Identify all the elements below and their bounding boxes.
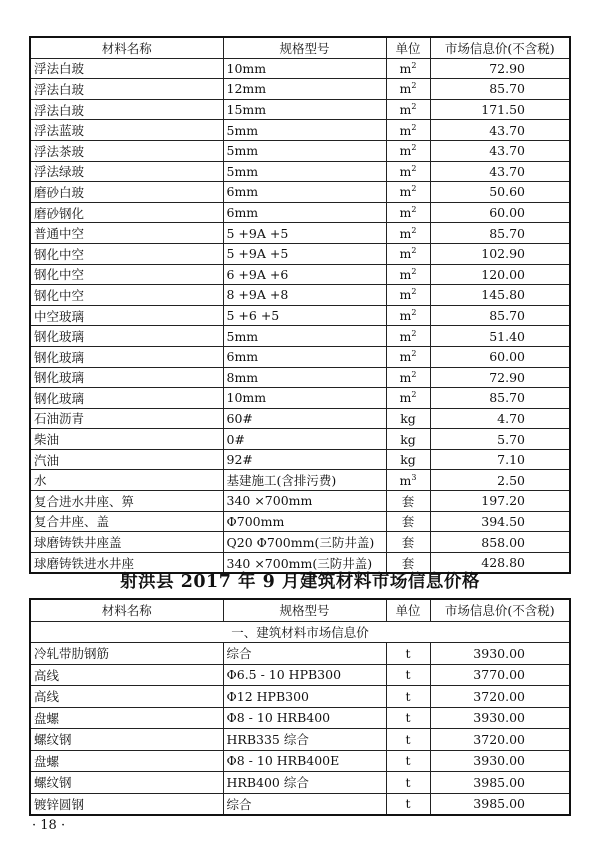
material-name-cell: 磨砂白玻 xyxy=(30,182,223,203)
header-price: 市场信息价(不含税) xyxy=(430,37,570,58)
unit-text: m xyxy=(399,163,412,179)
unit-text: 套 xyxy=(401,535,415,551)
spec-cell: 5mm xyxy=(223,120,386,141)
table-row xyxy=(30,532,570,553)
material-name-cell: 普通中空 xyxy=(30,223,223,244)
unit-cell xyxy=(386,429,430,450)
unit-text: m xyxy=(399,308,412,324)
spec-cell: 6 +9A +6 xyxy=(223,264,386,285)
unit-cell xyxy=(386,643,430,665)
unit-text: m xyxy=(399,81,412,97)
price-cell: 85.70 xyxy=(430,305,570,326)
unit-cell xyxy=(386,346,430,367)
material-name-cell: 球磨铸铁进水井座 xyxy=(30,552,223,573)
table-header-row xyxy=(30,599,570,621)
spec-cell: 8 +9A +8 xyxy=(223,285,386,306)
table-row xyxy=(30,793,570,815)
unit-text: m xyxy=(399,143,412,159)
price-cell: 2.50 xyxy=(430,470,570,491)
header-spec: 规格型号 xyxy=(223,37,386,58)
spec-cell: 5mm xyxy=(223,161,386,182)
table-row xyxy=(30,388,570,409)
unit-exponent: 2 xyxy=(411,390,417,400)
table-row xyxy=(30,729,570,751)
spec-cell: HRB335 综合 xyxy=(223,729,386,751)
unit-cell xyxy=(386,58,430,79)
spec-cell: Φ6.5 - 10 HPB300 xyxy=(223,664,386,686)
unit-text: t xyxy=(405,774,411,790)
unit-text: m xyxy=(399,328,412,344)
material-name-cell: 浮法茶玻 xyxy=(30,140,223,161)
unit-text: m xyxy=(399,472,412,488)
material-name-cell: 复合进水井座、箅 xyxy=(30,491,223,512)
spec-cell: 0# xyxy=(223,429,386,450)
material-name-cell: 水 xyxy=(30,470,223,491)
unit-exponent: 2 xyxy=(411,81,417,91)
table-row xyxy=(30,707,570,729)
unit-cell xyxy=(386,532,430,553)
spec-cell: Φ8 - 10 HRB400 xyxy=(223,707,386,729)
steel-price-table xyxy=(29,598,571,816)
material-name-cell: 高线 xyxy=(30,686,223,708)
table-row xyxy=(30,367,570,388)
table-row xyxy=(30,408,570,429)
header-unit: 单位 xyxy=(386,599,430,621)
spec-cell: HRB400 综合 xyxy=(223,772,386,794)
table-row xyxy=(30,470,570,491)
price-cell: 51.40 xyxy=(430,326,570,347)
price-cell: 50.60 xyxy=(430,182,570,203)
table-row xyxy=(30,285,570,306)
material-name-cell: 球磨铸铁井座盖 xyxy=(30,532,223,553)
unit-text: t xyxy=(405,796,411,812)
unit-cell xyxy=(386,793,430,815)
price-cell: 5.70 xyxy=(430,429,570,450)
unit-exponent: 2 xyxy=(411,122,417,132)
spec-cell: 综合 xyxy=(223,793,386,815)
unit-text: t xyxy=(405,753,411,769)
material-name-cell: 钢化玻璃 xyxy=(30,367,223,388)
price-cell: 72.90 xyxy=(430,367,570,388)
material-name-cell: 浮法蓝玻 xyxy=(30,120,223,141)
unit-text: 套 xyxy=(401,493,415,509)
spec-cell: Q20 Φ700mm(三防井盖) xyxy=(223,532,386,553)
table-row xyxy=(30,99,570,120)
table-header-row xyxy=(30,37,570,58)
spec-cell: 92# xyxy=(223,449,386,470)
material-name-cell: 复合井座、盖 xyxy=(30,511,223,532)
material-name-cell: 磨砂钢化 xyxy=(30,202,223,223)
price-cell: 60.00 xyxy=(430,202,570,223)
unit-exponent: 2 xyxy=(411,349,417,359)
material-name-cell: 石油沥青 xyxy=(30,408,223,429)
price-cell: 145.80 xyxy=(430,285,570,306)
unit-text: m xyxy=(399,287,412,303)
price-cell: 3985.00 xyxy=(430,772,570,794)
unit-text: m xyxy=(399,60,412,76)
material-name-cell: 螺纹钢 xyxy=(30,772,223,794)
unit-exponent: 2 xyxy=(411,102,417,112)
spec-cell: 340 ×700mm xyxy=(223,491,386,512)
material-name-cell: 中空玻璃 xyxy=(30,305,223,326)
unit-cell xyxy=(386,223,430,244)
unit-cell xyxy=(386,305,430,326)
spec-cell: 综合 xyxy=(223,643,386,665)
unit-text: t xyxy=(405,731,411,747)
unit-cell xyxy=(386,449,430,470)
material-name-cell: 柴油 xyxy=(30,429,223,450)
spec-cell: 60# xyxy=(223,408,386,429)
unit-exponent: 3 xyxy=(411,472,417,482)
unit-cell xyxy=(386,729,430,751)
spec-cell: 6mm xyxy=(223,182,386,203)
table-row xyxy=(30,58,570,79)
price-cell: 43.70 xyxy=(430,120,570,141)
unit-cell xyxy=(386,140,430,161)
spec-cell: 6mm xyxy=(223,346,386,367)
table-row xyxy=(30,491,570,512)
table-row xyxy=(30,182,570,203)
unit-text: t xyxy=(405,645,411,661)
unit-exponent: 2 xyxy=(411,225,417,235)
material-name-cell: 钢化玻璃 xyxy=(30,346,223,367)
unit-text: kg xyxy=(400,410,416,426)
unit-cell xyxy=(386,686,430,708)
material-name-cell: 螺纹钢 xyxy=(30,729,223,751)
unit-exponent: 2 xyxy=(411,60,417,70)
table-row xyxy=(30,140,570,161)
spec-cell: 10mm xyxy=(223,388,386,409)
price-cell: 7.10 xyxy=(430,449,570,470)
spec-cell: 8mm xyxy=(223,367,386,388)
unit-cell xyxy=(386,664,430,686)
unit-text: m xyxy=(399,205,412,221)
table-row xyxy=(30,161,570,182)
material-name-cell: 钢化中空 xyxy=(30,264,223,285)
price-cell: 85.70 xyxy=(430,388,570,409)
unit-text: 套 xyxy=(401,514,415,530)
unit-text: m xyxy=(399,369,412,385)
unit-cell xyxy=(386,367,430,388)
spec-cell: 5 +6 +5 xyxy=(223,305,386,326)
unit-cell xyxy=(386,388,430,409)
price-cell: 4.70 xyxy=(430,408,570,429)
table-row xyxy=(30,202,570,223)
table-row xyxy=(30,305,570,326)
spec-cell: 10mm xyxy=(223,58,386,79)
price-cell: 43.70 xyxy=(430,140,570,161)
price-cell: 3770.00 xyxy=(430,664,570,686)
unit-exponent: 2 xyxy=(411,184,417,194)
unit-cell xyxy=(386,243,430,264)
unit-text: m xyxy=(399,225,412,241)
price-cell: 43.70 xyxy=(430,161,570,182)
unit-cell xyxy=(386,264,430,285)
unit-text: t xyxy=(405,710,411,726)
table-row xyxy=(30,664,570,686)
unit-text: 套 xyxy=(401,555,415,571)
unit-exponent: 2 xyxy=(411,163,417,173)
unit-text: m xyxy=(399,102,412,118)
price-cell: 102.90 xyxy=(430,243,570,264)
table-row xyxy=(30,346,570,367)
header-material-name: 材料名称 xyxy=(30,599,223,621)
price-cell: 85.70 xyxy=(430,223,570,244)
spec-cell: Φ700mm xyxy=(223,511,386,532)
material-name-cell: 高线 xyxy=(30,664,223,686)
unit-exponent: 2 xyxy=(411,246,417,256)
unit-text: m xyxy=(399,184,412,200)
unit-exponent: 2 xyxy=(411,328,417,338)
unit-cell xyxy=(386,326,430,347)
material-name-cell: 浮法白玻 xyxy=(30,58,223,79)
section-row xyxy=(30,621,570,643)
material-name-cell: 盘螺 xyxy=(30,750,223,772)
glass-fuel-price-table xyxy=(29,36,571,574)
unit-exponent: 2 xyxy=(411,287,417,297)
spec-cell: 5mm xyxy=(223,326,386,347)
price-cell: 171.50 xyxy=(430,99,570,120)
unit-cell xyxy=(386,99,430,120)
unit-cell xyxy=(386,511,430,532)
price-cell: 197.20 xyxy=(430,491,570,512)
price-cell: 394.50 xyxy=(430,511,570,532)
table-row xyxy=(30,750,570,772)
unit-exponent: 2 xyxy=(411,308,417,318)
unit-text: kg xyxy=(400,452,416,468)
spec-cell: Φ8 - 10 HRB400E xyxy=(223,750,386,772)
unit-cell xyxy=(386,772,430,794)
unit-text: m xyxy=(399,266,412,282)
table-row xyxy=(30,643,570,665)
table-row xyxy=(30,686,570,708)
price-cell: 3930.00 xyxy=(430,707,570,729)
price-cell: 428.80 xyxy=(430,552,570,573)
unit-cell xyxy=(386,285,430,306)
unit-exponent: 2 xyxy=(411,369,417,379)
table-row xyxy=(30,79,570,100)
price-cell: 3720.00 xyxy=(430,729,570,751)
unit-text: m xyxy=(399,349,412,365)
price-cell: 3985.00 xyxy=(430,793,570,815)
unit-cell xyxy=(386,182,430,203)
spec-cell: 6mm xyxy=(223,202,386,223)
unit-cell xyxy=(386,161,430,182)
price-cell: 72.90 xyxy=(430,58,570,79)
material-name-cell: 钢化玻璃 xyxy=(30,388,223,409)
table-row xyxy=(30,120,570,141)
material-name-cell: 钢化中空 xyxy=(30,285,223,306)
unit-cell xyxy=(386,707,430,729)
unit-cell xyxy=(386,491,430,512)
spec-cell: 5mm xyxy=(223,140,386,161)
header-material-name: 材料名称 xyxy=(30,37,223,58)
table-row xyxy=(30,264,570,285)
header-spec: 规格型号 xyxy=(223,599,386,621)
material-name-cell: 汽油 xyxy=(30,449,223,470)
unit-exponent: 2 xyxy=(411,266,417,276)
unit-text: t xyxy=(405,667,411,683)
unit-exponent: 2 xyxy=(411,205,417,215)
spec-cell: Φ12 HPB300 xyxy=(223,686,386,708)
table-row xyxy=(30,772,570,794)
material-name-cell: 冷轧带肋钢筋 xyxy=(30,643,223,665)
page-number: · 18 · xyxy=(32,818,66,833)
header-price: 市场信息价(不含税) xyxy=(430,599,570,621)
unit-text: m xyxy=(399,390,412,406)
price-cell: 858.00 xyxy=(430,532,570,553)
header-unit: 单位 xyxy=(386,37,430,58)
unit-exponent: 2 xyxy=(411,143,417,153)
unit-cell xyxy=(386,750,430,772)
table-row xyxy=(30,449,570,470)
material-name-cell: 钢化中空 xyxy=(30,243,223,264)
price-cell: 3930.00 xyxy=(430,750,570,772)
spec-cell: 12mm xyxy=(223,79,386,100)
spec-cell: 340 ×700mm(三防井盖) xyxy=(223,552,386,573)
material-name-cell: 镀锌圆钢 xyxy=(30,793,223,815)
price-cell: 60.00 xyxy=(430,346,570,367)
material-name-cell: 浮法白玻 xyxy=(30,99,223,120)
material-name-cell: 钢化玻璃 xyxy=(30,326,223,347)
unit-cell xyxy=(386,202,430,223)
table-row xyxy=(30,326,570,347)
price-cell: 120.00 xyxy=(430,264,570,285)
unit-cell xyxy=(386,470,430,491)
price-cell: 85.70 xyxy=(430,79,570,100)
spec-cell: 基建施工(含排污费) xyxy=(223,470,386,491)
table-row xyxy=(30,429,570,450)
unit-text: m xyxy=(399,246,412,262)
spec-cell: 5 +9A +5 xyxy=(223,223,386,244)
spec-cell: 5 +9A +5 xyxy=(223,243,386,264)
spec-cell: 15mm xyxy=(223,99,386,120)
price-list-title: 射洪县 2017 年 9 月建筑材料市场信息价格 xyxy=(120,572,480,592)
unit-text: t xyxy=(405,688,411,704)
unit-text: m xyxy=(399,122,412,138)
material-name-cell: 浮法白玻 xyxy=(30,79,223,100)
unit-text: kg xyxy=(400,431,416,447)
material-name-cell: 浮法绿玻 xyxy=(30,161,223,182)
section-title: 一、建筑材料市场信息价 xyxy=(30,621,570,643)
price-cell: 3930.00 xyxy=(430,643,570,665)
unit-cell xyxy=(386,79,430,100)
table-row xyxy=(30,243,570,264)
unit-cell xyxy=(386,408,430,429)
table-row xyxy=(30,223,570,244)
price-cell: 3720.00 xyxy=(430,686,570,708)
table-row xyxy=(30,511,570,532)
material-name-cell: 盘螺 xyxy=(30,707,223,729)
unit-cell xyxy=(386,120,430,141)
